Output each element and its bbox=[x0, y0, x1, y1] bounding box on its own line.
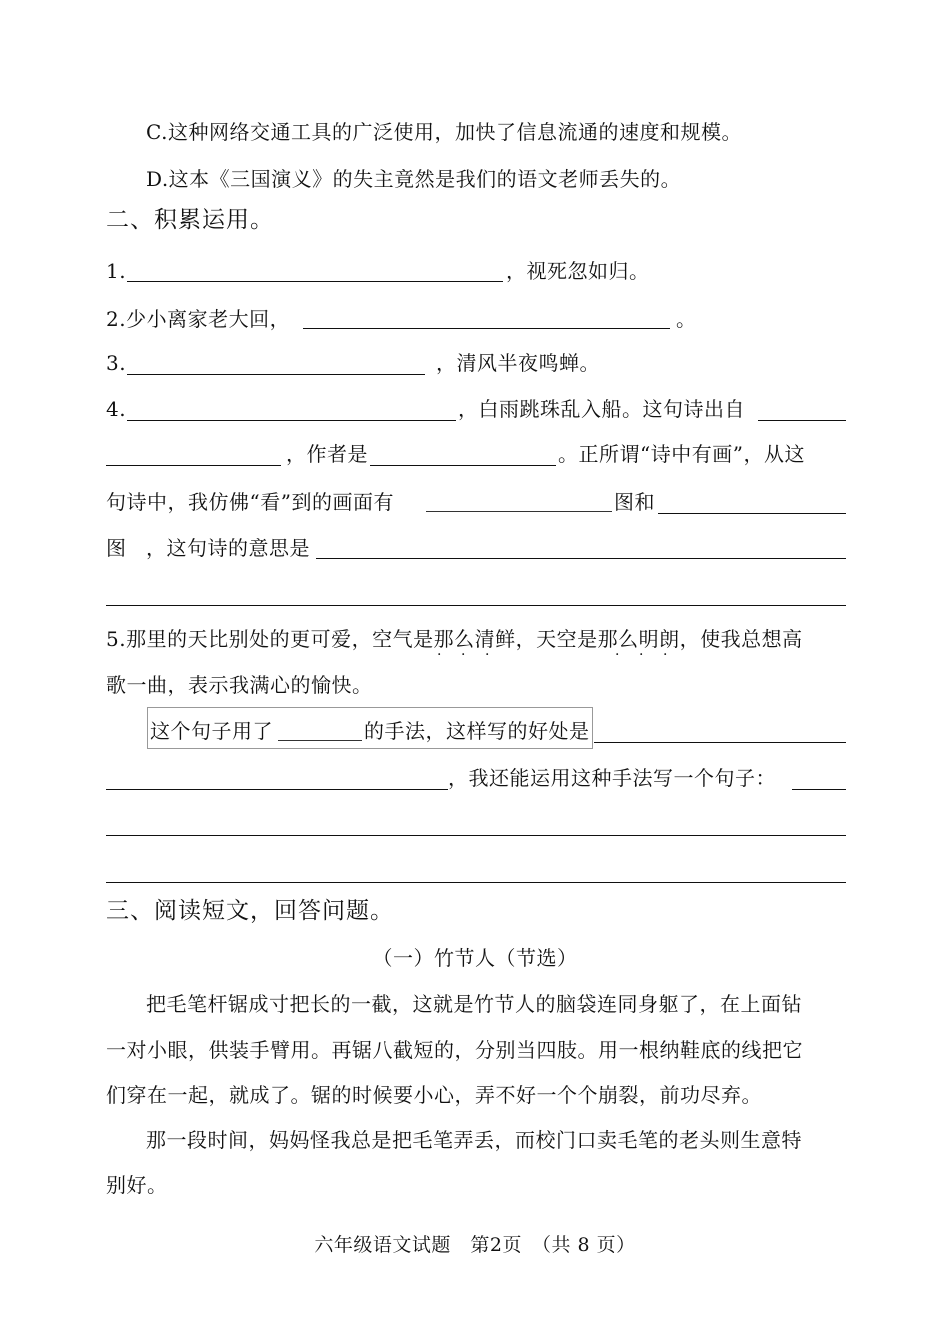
q4-see: 句诗中，我仿佛“看”到的画面有 bbox=[106, 490, 394, 514]
passage-para1-line3: 们穿在一起，就成了。锯的时候要小心，弄不好一个个崩裂，前功尽弃。 bbox=[106, 1083, 762, 1107]
page-footer: 六年级语文试题 第2页 （共 8 页） bbox=[314, 1234, 636, 1256]
q1-number: 1. bbox=[106, 259, 127, 283]
q4-blank-meaning[interactable] bbox=[316, 558, 846, 559]
q4-picture-label: 图 bbox=[106, 536, 127, 560]
q4-blank-source[interactable] bbox=[758, 420, 846, 421]
q4-blank-picture2[interactable] bbox=[658, 513, 846, 514]
q5-blank-benefit[interactable] bbox=[594, 742, 846, 743]
emphasis-dot: · bbox=[615, 647, 620, 663]
q4-number: 4. bbox=[106, 397, 127, 421]
q2-tail: 。 bbox=[676, 307, 697, 331]
q5-blank-sentence[interactable] bbox=[792, 789, 846, 790]
q5-box-text-a: 这个句子用了 bbox=[150, 719, 273, 743]
q4-blank-picture1[interactable] bbox=[426, 511, 612, 512]
q3-blank[interactable] bbox=[127, 374, 425, 375]
q4-author-label: ，作者是 bbox=[286, 442, 368, 466]
q2-text: 2.少小离家老大回， bbox=[106, 307, 291, 331]
q4-blank-line[interactable] bbox=[127, 420, 456, 421]
q5-blank-benefit-cont[interactable] bbox=[106, 789, 448, 790]
emphasis-dot: · bbox=[485, 647, 490, 663]
passage-para2-line1: 那一段时间，妈妈怪我总是把毛笔弄丢，而校门口卖毛笔的老头则生意特 bbox=[146, 1128, 802, 1152]
q4-meaning-label: ，这句诗的意思是 bbox=[146, 536, 310, 560]
passage-para1-line2: 一对小眼，供装手臂用。再锯八截短的，分别当四肢。用一根纳鞋底的线把它 bbox=[106, 1038, 803, 1062]
emphasis-dot: · bbox=[639, 647, 644, 663]
q3-number: 3. bbox=[106, 351, 127, 375]
q5-sentence-line2: 歌一曲，表示我满心的愉快。 bbox=[106, 673, 373, 697]
q5-sentence-line1: 5.那里的天比别处的更可爱，空气是那么清鲜，天空是那么明朗，使我总想高 bbox=[106, 627, 803, 651]
q5-box-text-b: 的手法，这样写的好处是 bbox=[364, 719, 590, 743]
q2-blank[interactable] bbox=[303, 328, 670, 329]
section-2-title: 二、积累运用。 bbox=[106, 207, 274, 233]
q4-blank-author[interactable] bbox=[370, 465, 556, 466]
q4-saying: 。正所谓“诗中有画”，从这 bbox=[558, 442, 805, 466]
emphasis-dot: · bbox=[663, 647, 668, 663]
emphasis-dot: · bbox=[461, 647, 466, 663]
q4-blank-source-cont[interactable] bbox=[106, 465, 281, 466]
option-c: C.这种网络交通工具的广泛使用，加快了信息流通的速度和规模。 bbox=[146, 120, 742, 144]
q4-and: 图和 bbox=[614, 490, 655, 514]
passage-para2-line2: 别好。 bbox=[106, 1173, 168, 1197]
passage-title: （一）竹节人（节选） bbox=[372, 946, 578, 970]
option-d: D.这本《三国演义》的失主竟然是我们的语文老师丢失的。 bbox=[146, 167, 682, 191]
q1-blank[interactable] bbox=[127, 281, 503, 282]
q5-blank-sentence-2[interactable] bbox=[106, 835, 846, 836]
q4-mid: ，白雨跳珠乱入船。这句诗出自 bbox=[458, 397, 745, 421]
section-3-title: 三、阅读短文，回答问题。 bbox=[106, 898, 394, 924]
q3-tail: ，清风半夜鸣蝉。 bbox=[436, 351, 600, 375]
q1-tail: ，视死忽如归。 bbox=[506, 259, 650, 283]
emphasis-dot: · bbox=[437, 647, 442, 663]
passage-para1-line1: 把毛笔杆锯成寸把长的一截，这就是竹节人的脑袋连同身躯了，在上面钻 bbox=[146, 992, 802, 1016]
q5-blank-sentence-3[interactable] bbox=[106, 882, 846, 883]
q5-blank-technique[interactable] bbox=[278, 740, 362, 741]
q4-blank-meaning-2[interactable] bbox=[106, 605, 846, 606]
q5-also-text: ，我还能运用这种手法写一个句子： bbox=[448, 766, 776, 790]
